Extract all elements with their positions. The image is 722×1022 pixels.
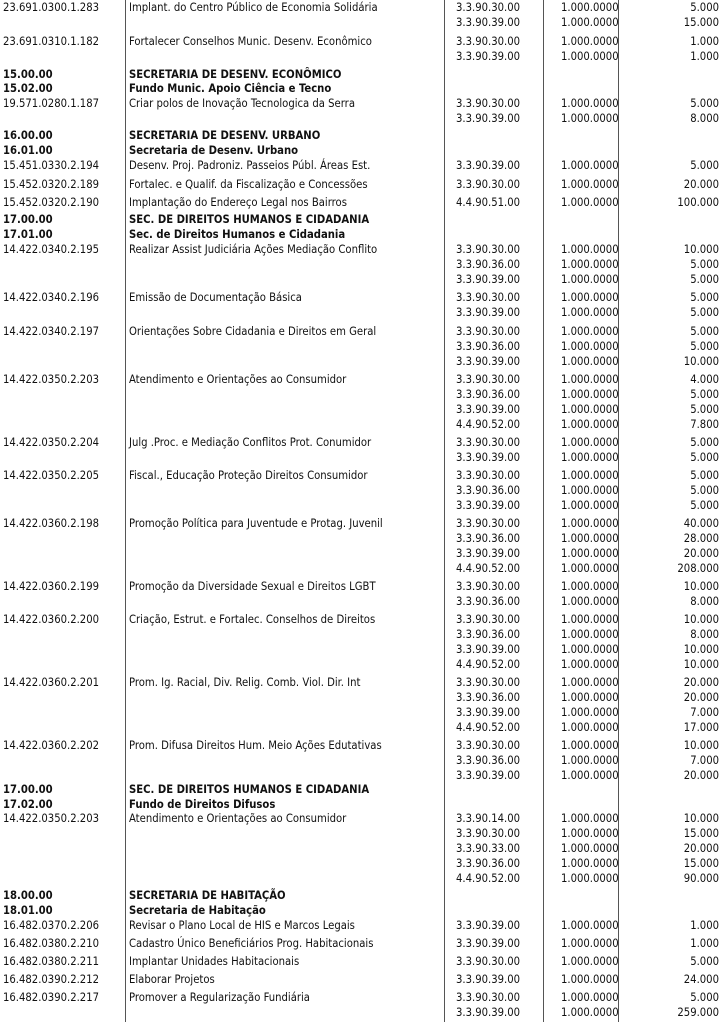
expense-nature-cell: 3.3.90.30.00	[456, 436, 521, 449]
description-cell: Fortalec. e Qualif. da Fiscalização e Concessões	[129, 178, 368, 191]
section-header-row	[0, 888, 722, 903]
table-row	[0, 0, 722, 15]
table-row	[0, 498, 722, 513]
table-row	[0, 657, 722, 672]
description-cell: Fortalecer Conselhos Munic. Desenv. Econômico	[129, 35, 372, 48]
table-row	[0, 354, 722, 369]
amount-cell: 259.000	[677, 1006, 719, 1019]
expense-nature-cell: 3.3.90.39.00	[456, 112, 521, 125]
program-code-cell: 17.01.00	[3, 228, 53, 241]
table-row	[0, 972, 722, 987]
amount-cell: 100.000	[677, 196, 719, 209]
table-row	[0, 954, 722, 969]
amount-cell: 20.000	[683, 178, 719, 191]
expense-nature-cell: 3.3.90.33.00	[456, 842, 521, 855]
table-row	[0, 612, 722, 627]
program-code-cell: 15.00.00	[3, 68, 53, 81]
expense-nature-cell: 3.3.90.30.00	[456, 580, 521, 593]
funding-source-cell: 1.000.0000	[561, 50, 619, 63]
table-row	[0, 96, 722, 111]
funding-source-cell: 1.000.0000	[561, 628, 619, 641]
section-header-row	[0, 212, 722, 227]
program-code-cell: 14.422.0350.2.204	[3, 436, 100, 449]
funding-source-cell: 1.000.0000	[561, 643, 619, 656]
funding-source-cell: 1.000.0000	[561, 580, 619, 593]
funding-source-cell: 1.000.0000	[561, 857, 619, 870]
expense-nature-cell: 3.3.90.39.00	[456, 706, 521, 719]
section-header-row	[0, 67, 722, 82]
table-row	[0, 856, 722, 871]
expense-nature-cell: 3.3.90.36.00	[456, 388, 521, 401]
amount-cell: 20.000	[683, 547, 719, 560]
amount-cell: 90.000	[683, 872, 719, 885]
expense-nature-cell: 3.3.90.39.00	[456, 403, 521, 416]
table-row	[0, 690, 722, 705]
program-code-cell: 14.422.0360.2.201	[3, 676, 100, 689]
program-code-cell: 23.691.0310.1.182	[3, 35, 100, 48]
table-row	[0, 483, 722, 498]
table-row	[0, 468, 722, 483]
expense-nature-cell: 3.3.90.30.00	[456, 613, 521, 626]
table-row	[0, 387, 722, 402]
expense-nature-cell: 3.3.90.14.00	[456, 812, 521, 825]
funding-source-cell: 1.000.0000	[561, 388, 619, 401]
program-code-cell: 15.452.0320.2.190	[3, 196, 100, 209]
funding-source-cell: 1.000.0000	[561, 827, 619, 840]
amount-cell: 5.000	[690, 436, 719, 449]
program-code-cell: 16.01.00	[3, 144, 53, 157]
funding-source-cell: 1.000.0000	[561, 325, 619, 338]
program-code-cell: 17.02.00	[3, 798, 53, 811]
description-cell: Desenv. Proj. Padroniz. Passeios Públ. Áreas Est.	[129, 159, 371, 172]
funding-source-cell: 1.000.0000	[561, 1, 619, 14]
amount-cell: 5.000	[690, 499, 719, 512]
table-row	[0, 339, 722, 354]
program-code-cell: 14.422.0340.2.197	[3, 325, 100, 338]
expense-nature-cell: 4.4.90.51.00	[456, 196, 521, 209]
funding-source-cell: 1.000.0000	[561, 243, 619, 256]
amount-cell: 7.800	[690, 418, 719, 431]
program-code-cell: 16.00.00	[3, 129, 53, 142]
description-cell: Elaborar Projetos	[129, 973, 215, 986]
funding-source-cell: 1.000.0000	[561, 691, 619, 704]
description-cell: Prom. Ig. Racial, Div. Relig. Comb. Viol. Dir. Int	[129, 676, 361, 689]
funding-source-cell: 1.000.0000	[561, 373, 619, 386]
funding-source-cell: 1.000.0000	[561, 306, 619, 319]
description-cell: Prom. Difusa Direitos Hum. Meio Ações Edutativas	[129, 739, 382, 752]
program-code-cell: 16.482.0370.2.206	[3, 919, 100, 932]
expense-nature-cell: 3.3.90.39.00	[456, 973, 521, 986]
funding-source-cell: 1.000.0000	[561, 499, 619, 512]
program-code-cell: 17.00.00	[3, 783, 53, 796]
funding-source-cell: 1.000.0000	[561, 613, 619, 626]
program-code-cell: 14.422.0360.2.202	[3, 739, 100, 752]
program-code-cell: 14.422.0350.2.205	[3, 469, 100, 482]
table-row	[0, 305, 722, 320]
section-header-row	[0, 128, 722, 143]
program-code-cell: 14.422.0360.2.199	[3, 580, 100, 593]
funding-source-cell: 1.000.0000	[561, 842, 619, 855]
amount-cell: 20.000	[683, 676, 719, 689]
expense-nature-cell: 3.3.90.36.00	[456, 754, 521, 767]
expense-nature-cell: 3.3.90.39.00	[456, 355, 521, 368]
description-cell: Cadastro Único Beneficiários Prog. Habitacionais	[129, 937, 374, 950]
table-row	[0, 768, 722, 783]
description-cell: Realizar Assist Judiciária Ações Mediação Conflito	[129, 243, 378, 256]
amount-cell: 5.000	[690, 340, 719, 353]
funding-source-cell: 1.000.0000	[561, 658, 619, 671]
program-code-cell: 17.00.00	[3, 213, 53, 226]
table-row	[0, 826, 722, 841]
expense-nature-cell: 3.3.90.30.00	[456, 1, 521, 14]
table-row	[0, 111, 722, 126]
amount-cell: 5.000	[690, 403, 719, 416]
funding-source-cell: 1.000.0000	[561, 340, 619, 353]
funding-source-cell: 1.000.0000	[561, 112, 619, 125]
program-code-cell: 14.422.0340.2.196	[3, 291, 100, 304]
table-row	[0, 936, 722, 951]
description-cell: SECRETARIA DE DESENV. ECONÔMICO	[129, 68, 342, 81]
description-cell: Fiscal., Educação Proteção Direitos Consumidor	[129, 469, 368, 482]
table-row	[0, 324, 722, 339]
program-code-cell: 19.571.0280.1.187	[3, 97, 100, 110]
funding-source-cell: 1.000.0000	[561, 532, 619, 545]
table-row	[0, 918, 722, 933]
expense-nature-cell: 3.3.90.39.00	[456, 159, 521, 172]
funding-source-cell: 1.000.0000	[561, 547, 619, 560]
expense-nature-cell: 3.3.90.30.00	[456, 178, 521, 191]
expense-nature-cell: 3.3.90.30.00	[456, 955, 521, 968]
amount-cell: 10.000	[683, 739, 719, 752]
expense-nature-cell: 3.3.90.30.00	[456, 373, 521, 386]
funding-source-cell: 1.000.0000	[561, 1006, 619, 1019]
description-cell: Promover a Regularização Fundiária	[129, 991, 310, 1004]
table-row	[0, 594, 722, 609]
table-row	[0, 841, 722, 856]
funding-source-cell: 1.000.0000	[561, 355, 619, 368]
funding-source-cell: 1.000.0000	[561, 273, 619, 286]
program-code-cell: 14.422.0350.2.203	[3, 373, 100, 386]
table-row	[0, 990, 722, 1005]
program-code-cell: 16.482.0390.2.217	[3, 991, 100, 1004]
amount-cell: 15.000	[683, 16, 719, 29]
amount-cell: 10.000	[683, 580, 719, 593]
expense-nature-cell: 3.3.90.39.00	[456, 306, 521, 319]
funding-source-cell: 1.000.0000	[561, 937, 619, 950]
table-row	[0, 705, 722, 720]
expense-nature-cell: 3.3.90.30.00	[456, 35, 521, 48]
funding-source-cell: 1.000.0000	[561, 919, 619, 932]
expense-nature-cell: 3.3.90.30.00	[456, 739, 521, 752]
funding-source-cell: 1.000.0000	[561, 403, 619, 416]
program-code-cell: 15.452.0320.2.189	[3, 178, 100, 191]
amount-cell: 5.000	[690, 291, 719, 304]
amount-cell: 28.000	[683, 532, 719, 545]
table-row	[0, 372, 722, 387]
funding-source-cell: 1.000.0000	[561, 721, 619, 734]
funding-source-cell: 1.000.0000	[561, 418, 619, 431]
expense-nature-cell: 4.4.90.52.00	[456, 872, 521, 885]
program-code-cell: 16.482.0390.2.212	[3, 973, 100, 986]
section-header-row	[0, 782, 722, 797]
expense-nature-cell: 4.4.90.52.00	[456, 418, 521, 431]
expense-nature-cell: 3.3.90.36.00	[456, 258, 521, 271]
amount-cell: 10.000	[683, 658, 719, 671]
expense-nature-cell: 3.3.90.30.00	[456, 243, 521, 256]
funding-source-cell: 1.000.0000	[561, 991, 619, 1004]
amount-cell: 20.000	[683, 842, 719, 855]
description-cell: Sec. de Direitos Humanos e Cidadania	[129, 228, 346, 241]
table-row	[0, 720, 722, 735]
expense-nature-cell: 3.3.90.39.00	[456, 273, 521, 286]
section-header-row	[0, 797, 722, 812]
description-cell: Secretaria de Habitação	[129, 904, 266, 917]
description-cell: Julg .Proc. e Mediação Conflitos Prot. Conumidor	[129, 436, 372, 449]
expense-nature-cell: 3.3.90.36.00	[456, 857, 521, 870]
amount-cell: 20.000	[683, 691, 719, 704]
description-cell: SEC. DE DIREITOS HUMANOS E CIDADANIA	[129, 213, 370, 226]
amount-cell: 20.000	[683, 769, 719, 782]
funding-source-cell: 1.000.0000	[561, 595, 619, 608]
expense-nature-cell: 3.3.90.30.00	[456, 97, 521, 110]
table-row	[0, 579, 722, 594]
funding-source-cell: 1.000.0000	[561, 178, 619, 191]
section-header-row	[0, 143, 722, 158]
funding-source-cell: 1.000.0000	[561, 97, 619, 110]
expense-nature-cell: 4.4.90.52.00	[456, 658, 521, 671]
amount-cell: 1.000	[690, 937, 719, 950]
expense-nature-cell: 3.3.90.39.00	[456, 547, 521, 560]
funding-source-cell: 1.000.0000	[561, 676, 619, 689]
amount-cell: 5.000	[690, 258, 719, 271]
amount-cell: 5.000	[690, 306, 719, 319]
description-cell: Criar polos de Inovação Tecnologica da Serra	[129, 97, 355, 110]
table-row	[0, 242, 722, 257]
amount-cell: 10.000	[683, 812, 719, 825]
table-row	[0, 402, 722, 417]
amount-cell: 15.000	[683, 857, 719, 870]
description-cell: Revisar o Plano Local de HIS e Marcos Legais	[129, 919, 355, 932]
table-row	[0, 34, 722, 49]
amount-cell: 1.000	[690, 50, 719, 63]
amount-cell: 5.000	[690, 451, 719, 464]
expense-nature-cell: 3.3.90.30.00	[456, 676, 521, 689]
program-code-cell: 16.482.0380.2.211	[3, 955, 100, 968]
amount-cell: 7.000	[690, 754, 719, 767]
amount-cell: 10.000	[683, 243, 719, 256]
table-row	[0, 516, 722, 531]
funding-source-cell: 1.000.0000	[561, 291, 619, 304]
amount-cell: 5.000	[690, 1, 719, 14]
description-cell: SEC. DE DIREITOS HUMANOS E CIDADANIA	[129, 783, 370, 796]
table-row	[0, 195, 722, 210]
amount-cell: 10.000	[683, 613, 719, 626]
expense-nature-cell: 3.3.90.30.00	[456, 325, 521, 338]
program-code-cell: 14.422.0350.2.203	[3, 812, 100, 825]
table-row	[0, 642, 722, 657]
amount-cell: 208.000	[677, 562, 719, 575]
funding-source-cell: 1.000.0000	[561, 159, 619, 172]
description-cell: Emissão de Documentação Básica	[129, 291, 302, 304]
table-row	[0, 561, 722, 576]
amount-cell: 8.000	[690, 112, 719, 125]
table-row	[0, 627, 722, 642]
expense-nature-cell: 3.3.90.36.00	[456, 595, 521, 608]
funding-source-cell: 1.000.0000	[561, 739, 619, 752]
funding-source-cell: 1.000.0000	[561, 258, 619, 271]
description-cell: Fundo Munic. Apoio Ciência e Tecno	[129, 82, 332, 95]
table-row	[0, 257, 722, 272]
funding-source-cell: 1.000.0000	[561, 436, 619, 449]
amount-cell: 15.000	[683, 827, 719, 840]
description-cell: Implant. do Centro Público de Economia Solidária	[129, 1, 378, 14]
amount-cell: 10.000	[683, 355, 719, 368]
amount-cell: 5.000	[690, 388, 719, 401]
amount-cell: 7.000	[690, 706, 719, 719]
table-row	[0, 417, 722, 432]
section-header-row	[0, 903, 722, 918]
description-cell: Secretaria de Desenv. Urbano	[129, 144, 299, 157]
table-row	[0, 1005, 722, 1020]
expense-nature-cell: 3.3.90.36.00	[456, 532, 521, 545]
table-row	[0, 811, 722, 826]
program-code-cell: 18.01.00	[3, 904, 53, 917]
table-row	[0, 675, 722, 690]
funding-source-cell: 1.000.0000	[561, 706, 619, 719]
funding-source-cell: 1.000.0000	[561, 196, 619, 209]
program-code-cell: 15.02.00	[3, 82, 53, 95]
expense-nature-cell: 3.3.90.39.00	[456, 50, 521, 63]
table-row	[0, 272, 722, 287]
description-cell: Fundo de Direitos Difusos	[129, 798, 276, 811]
expense-nature-cell: 3.3.90.39.00	[456, 919, 521, 932]
amount-cell: 40.000	[683, 517, 719, 530]
expense-nature-cell: 3.3.90.39.00	[456, 1006, 521, 1019]
description-cell: Implantação do Endereço Legal nos Bairros	[129, 196, 347, 209]
description-cell: Orientações Sobre Cidadania e Direitos em Geral	[129, 325, 377, 338]
funding-source-cell: 1.000.0000	[561, 517, 619, 530]
amount-cell: 5.000	[690, 469, 719, 482]
table-row	[0, 753, 722, 768]
program-code-cell: 15.451.0330.2.194	[3, 159, 100, 172]
expense-nature-cell: 3.3.90.39.00	[456, 16, 521, 29]
funding-source-cell: 1.000.0000	[561, 955, 619, 968]
program-code-cell: 23.691.0300.1.283	[3, 1, 100, 14]
expense-nature-cell: 3.3.90.30.00	[456, 991, 521, 1004]
funding-source-cell: 1.000.0000	[561, 451, 619, 464]
expense-nature-cell: 3.3.90.30.00	[456, 827, 521, 840]
funding-source-cell: 1.000.0000	[561, 562, 619, 575]
description-cell: SECRETARIA DE DESENV. URBANO	[129, 129, 321, 142]
amount-cell: 10.000	[683, 643, 719, 656]
funding-source-cell: 1.000.0000	[561, 469, 619, 482]
amount-cell: 1.000	[690, 919, 719, 932]
amount-cell: 5.000	[690, 484, 719, 497]
expense-nature-cell: 3.3.90.30.00	[456, 291, 521, 304]
funding-source-cell: 1.000.0000	[561, 872, 619, 885]
amount-cell: 8.000	[690, 628, 719, 641]
table-row	[0, 177, 722, 192]
amount-cell: 8.000	[690, 595, 719, 608]
section-header-row	[0, 81, 722, 96]
expense-nature-cell: 3.3.90.36.00	[456, 628, 521, 641]
program-code-cell: 14.422.0360.2.200	[3, 613, 100, 626]
funding-source-cell: 1.000.0000	[561, 812, 619, 825]
table-row	[0, 158, 722, 173]
amount-cell: 5.000	[690, 97, 719, 110]
amount-cell: 5.000	[690, 273, 719, 286]
table-row	[0, 450, 722, 465]
expense-nature-cell: 3.3.90.39.00	[456, 451, 521, 464]
expense-nature-cell: 3.3.90.30.00	[456, 469, 521, 482]
table-row	[0, 15, 722, 30]
description-cell: Criação, Estrut. e Fortalec. Conselhos de Direitos	[129, 613, 376, 626]
description-cell: Promoção da Diversidade Sexual e Direitos LGBT	[129, 580, 376, 593]
table-row	[0, 531, 722, 546]
amount-cell: 4.000	[690, 373, 719, 386]
description-cell: Atendimento e Orientações ao Consumidor	[129, 812, 347, 825]
program-code-cell: 14.422.0340.2.195	[3, 243, 100, 256]
expense-nature-cell: 3.3.90.36.00	[456, 340, 521, 353]
program-code-cell: 16.482.0380.2.210	[3, 937, 100, 950]
amount-cell: 5.000	[690, 325, 719, 338]
table-row	[0, 290, 722, 305]
amount-cell: 5.000	[690, 991, 719, 1004]
amount-cell: 5.000	[690, 955, 719, 968]
funding-source-cell: 1.000.0000	[561, 769, 619, 782]
amount-cell: 5.000	[690, 159, 719, 172]
funding-source-cell: 1.000.0000	[561, 35, 619, 48]
expense-nature-cell: 3.3.90.30.00	[456, 517, 521, 530]
section-header-row	[0, 227, 722, 242]
expense-nature-cell: 3.3.90.36.00	[456, 691, 521, 704]
expense-nature-cell: 3.3.90.36.00	[456, 484, 521, 497]
description-cell: Atendimento e Orientações ao Consumidor	[129, 373, 347, 386]
funding-source-cell: 1.000.0000	[561, 484, 619, 497]
expense-nature-cell: 3.3.90.39.00	[456, 499, 521, 512]
funding-source-cell: 1.000.0000	[561, 16, 619, 29]
program-code-cell: 14.422.0360.2.198	[3, 517, 100, 530]
table-row	[0, 738, 722, 753]
table-row	[0, 435, 722, 450]
expense-nature-cell: 4.4.90.52.00	[456, 562, 521, 575]
funding-source-cell: 1.000.0000	[561, 754, 619, 767]
expense-nature-cell: 3.3.90.39.00	[456, 643, 521, 656]
expense-nature-cell: 3.3.90.39.00	[456, 769, 521, 782]
amount-cell: 17.000	[683, 721, 719, 734]
expense-nature-cell: 4.4.90.52.00	[456, 721, 521, 734]
amount-cell: 24.000	[683, 973, 719, 986]
table-row	[0, 546, 722, 561]
expense-nature-cell: 3.3.90.39.00	[456, 937, 521, 950]
amount-cell: 1.000	[690, 35, 719, 48]
description-cell: SECRETARIA DE HABITAÇÃO	[129, 889, 286, 902]
table-row	[0, 49, 722, 64]
program-code-cell: 18.00.00	[3, 889, 53, 902]
description-cell: Promoção Política para Juventude e Protag. Juvenil	[129, 517, 383, 530]
description-cell: Implantar Unidades Habitacionais	[129, 955, 300, 968]
funding-source-cell: 1.000.0000	[561, 973, 619, 986]
table-row	[0, 871, 722, 886]
